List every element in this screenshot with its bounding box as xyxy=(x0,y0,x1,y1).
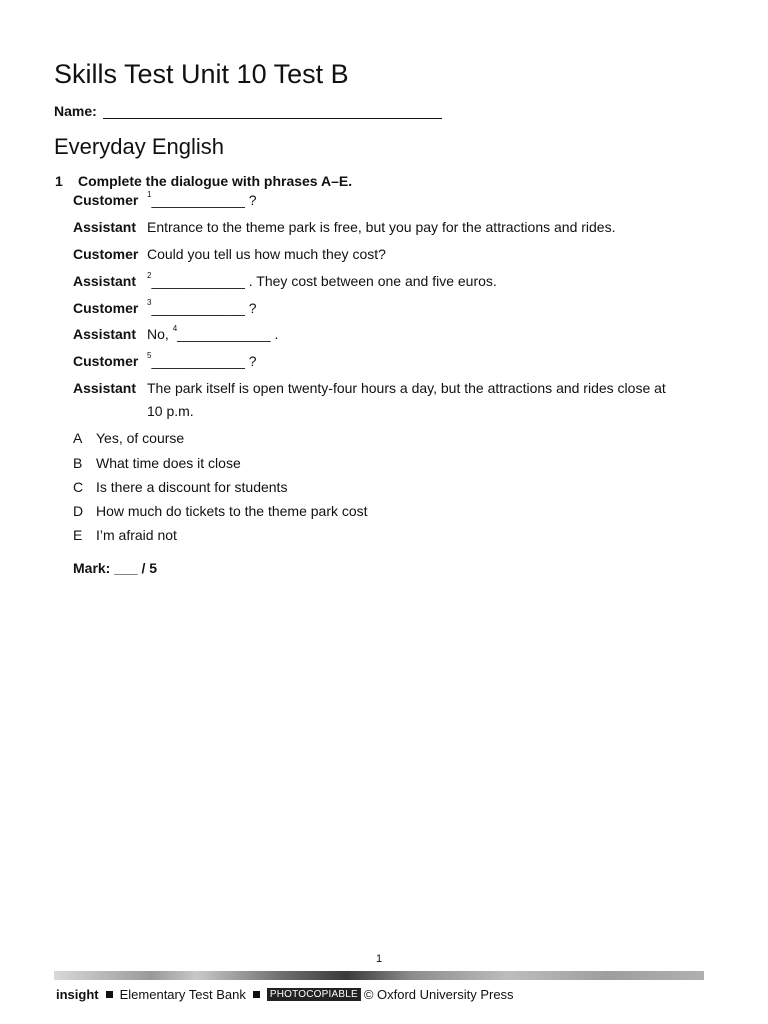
gap-number: 3 xyxy=(147,298,152,307)
question-number: 1 xyxy=(55,173,63,189)
photocopiable-badge: PHOTOCOPIABLE xyxy=(267,988,361,1001)
page-number: 1 xyxy=(375,953,383,965)
section-heading: Everyday English xyxy=(54,134,224,159)
gap-number: 4 xyxy=(172,324,178,333)
footer-publisher: © Oxford University Press xyxy=(363,987,514,1002)
dialogue-line xyxy=(147,273,497,289)
dialogue-line: The park itself is open twenty-four hours a day, but the attractions and rides close at xyxy=(147,380,666,396)
option-text: Yes, of course xyxy=(96,430,185,446)
name-field-line[interactable] xyxy=(103,118,442,119)
dialogue-speaker: Assistant xyxy=(73,326,137,342)
square-bullet-icon xyxy=(106,991,113,998)
gap-number: 1 xyxy=(147,190,152,199)
gap-number: 2 xyxy=(147,271,152,280)
question-instruction: Complete the dialogue with phrases A–E. xyxy=(78,173,353,189)
dialogue-speaker: Assistant xyxy=(73,273,137,289)
answer-gap[interactable]: ____________ ? xyxy=(151,353,257,369)
dialogue-speaker: Assistant xyxy=(73,219,137,235)
answer-gap[interactable]: ____________ . xyxy=(177,326,279,342)
dialogue-speaker: Customer xyxy=(73,192,139,208)
footer-book-title: Elementary Test Bank xyxy=(119,987,246,1002)
page-title: Skills Test Unit 10 Test B xyxy=(54,59,349,89)
footer-brand: insight xyxy=(56,987,99,1002)
answer-gap[interactable]: ____________ ? xyxy=(151,192,257,208)
square-bullet-icon xyxy=(253,991,260,998)
dialogue-speaker: Customer xyxy=(73,300,139,316)
option-text: I’m afraid not xyxy=(96,527,177,543)
option-letter: D xyxy=(73,503,84,519)
dialogue-line: No, $^4$____________ . xyxy=(147,324,279,342)
answer-gap[interactable]: ____________ ? xyxy=(151,300,257,316)
gap-number: 5 xyxy=(147,351,152,360)
dialogue-line xyxy=(147,192,257,208)
footer-image-band xyxy=(54,971,704,980)
dialogue-speaker: Customer xyxy=(73,246,139,262)
option-letter: B xyxy=(73,455,83,471)
option-letter: C xyxy=(73,479,84,495)
option-letter: E xyxy=(73,527,83,543)
footer xyxy=(56,987,514,1002)
dialogue-speaker: Customer xyxy=(73,353,139,369)
dialogue-speaker: Assistant xyxy=(73,380,137,396)
dialogue-line: Entrance to the theme park is free, but you pay for the attractions and rides. xyxy=(147,219,616,235)
option-text: How much do tickets to the theme park cost xyxy=(96,503,368,519)
option-text: What time does it close xyxy=(96,455,241,471)
dialogue-line: Could you tell us how much they cost? xyxy=(147,246,386,262)
option-letter: A xyxy=(73,430,83,446)
dialogue-line xyxy=(147,353,257,369)
option-text: Is there a discount for students xyxy=(96,479,288,495)
dialogue-line-continued: 10 p.m. xyxy=(147,403,194,419)
dialogue-line xyxy=(147,300,257,316)
answer-gap[interactable]: ____________ . They cost between one and five euros. xyxy=(151,273,497,289)
mark-score: Mark: ___ / 5 xyxy=(73,560,158,576)
name-label: Name: xyxy=(54,103,97,119)
